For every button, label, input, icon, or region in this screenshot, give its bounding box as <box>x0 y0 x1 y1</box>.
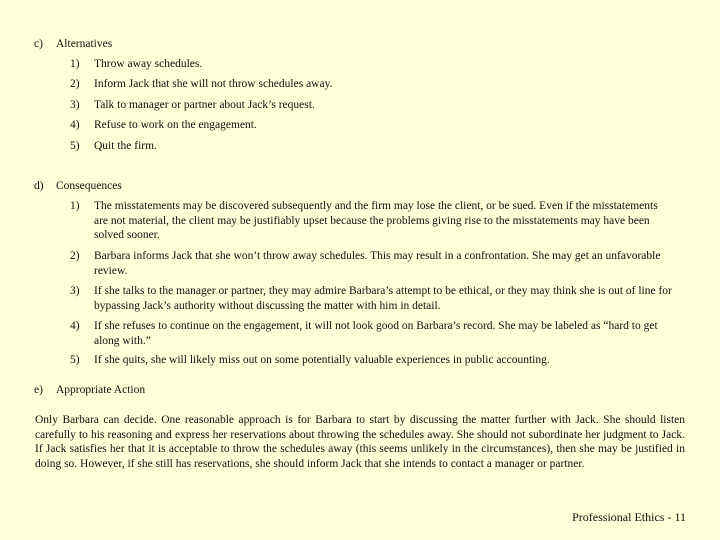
item-number: 1) <box>70 58 80 70</box>
section-title: Consequences <box>56 180 122 192</box>
action-paragraph: Only Barbara can decide. One reasonable approach is for Barbara to start by discussing the matter further with Jack. She should listen carefully to his reasoning and express her reservations about throwing the schedules away. She should not subordinate her judgment to Jack. If Jack satisfies her that it is acceptable to throw the schedules away (this seems unlikely in the circumstances), then she may be justified in doing so. However, if she still has reservations, she should inform Jack that she intends to contact a manager or partner. <box>35 414 685 470</box>
slide-footer: Professional Ethics - 11 <box>572 510 686 524</box>
item-text: Barbara informs Jack that she won’t throw away schedules. This may result in a confrontation. She may get an unfavorable review. <box>94 250 661 277</box>
section-title: Alternatives <box>56 38 113 50</box>
item-number: 5) <box>70 354 80 366</box>
item-text: Talk to manager or partner about Jack’s request. <box>94 99 315 111</box>
section-letter: d) <box>34 180 44 192</box>
item-text: Inform Jack that she will not throw schedules away. <box>94 78 333 90</box>
item-text: If she quits, she will likely miss out on some potentially valuable experiences in public accounting. <box>94 354 550 366</box>
item-text: Refuse to work on the engagement. <box>94 119 257 131</box>
item-number: 5) <box>70 140 80 152</box>
item-number: 2) <box>70 250 80 262</box>
item-text: Quit the firm. <box>94 140 157 152</box>
item-number: 4) <box>70 320 80 332</box>
section-letter: c) <box>34 38 43 50</box>
item-number: 3) <box>70 285 80 297</box>
item-text: If she talks to the manager or partner, they may admire Barbara’s attempt to be ethical, or they may think she is out of line for bypassing Jack’s authority without discussing the matter with him in detail. <box>94 285 672 312</box>
item-text: Throw away schedules. <box>94 58 203 70</box>
item-number: 1) <box>70 200 80 212</box>
item-text: If she refuses to continue on the engagement, it will not look good on Barbara’s record. She may be labeled as “hard to get along with.” <box>94 320 658 347</box>
section-title: Appropriate Action <box>56 384 146 396</box>
item-number: 3) <box>70 99 80 111</box>
section-heading-consequences <box>34 179 122 194</box>
section-heading-alternatives <box>34 37 112 52</box>
item-text: The misstatements may be discovered subsequently and the firm may lose the client, or be sued. Even if the misstatements are not material, the client may be justifiably upset because the problems giving rise to the misstatements may have been solved sooner. <box>94 200 658 241</box>
section-letter: e) <box>34 384 43 396</box>
section-heading-appropriate-action <box>34 383 145 398</box>
item-number: 4) <box>70 119 80 131</box>
item-number: 2) <box>70 78 80 90</box>
